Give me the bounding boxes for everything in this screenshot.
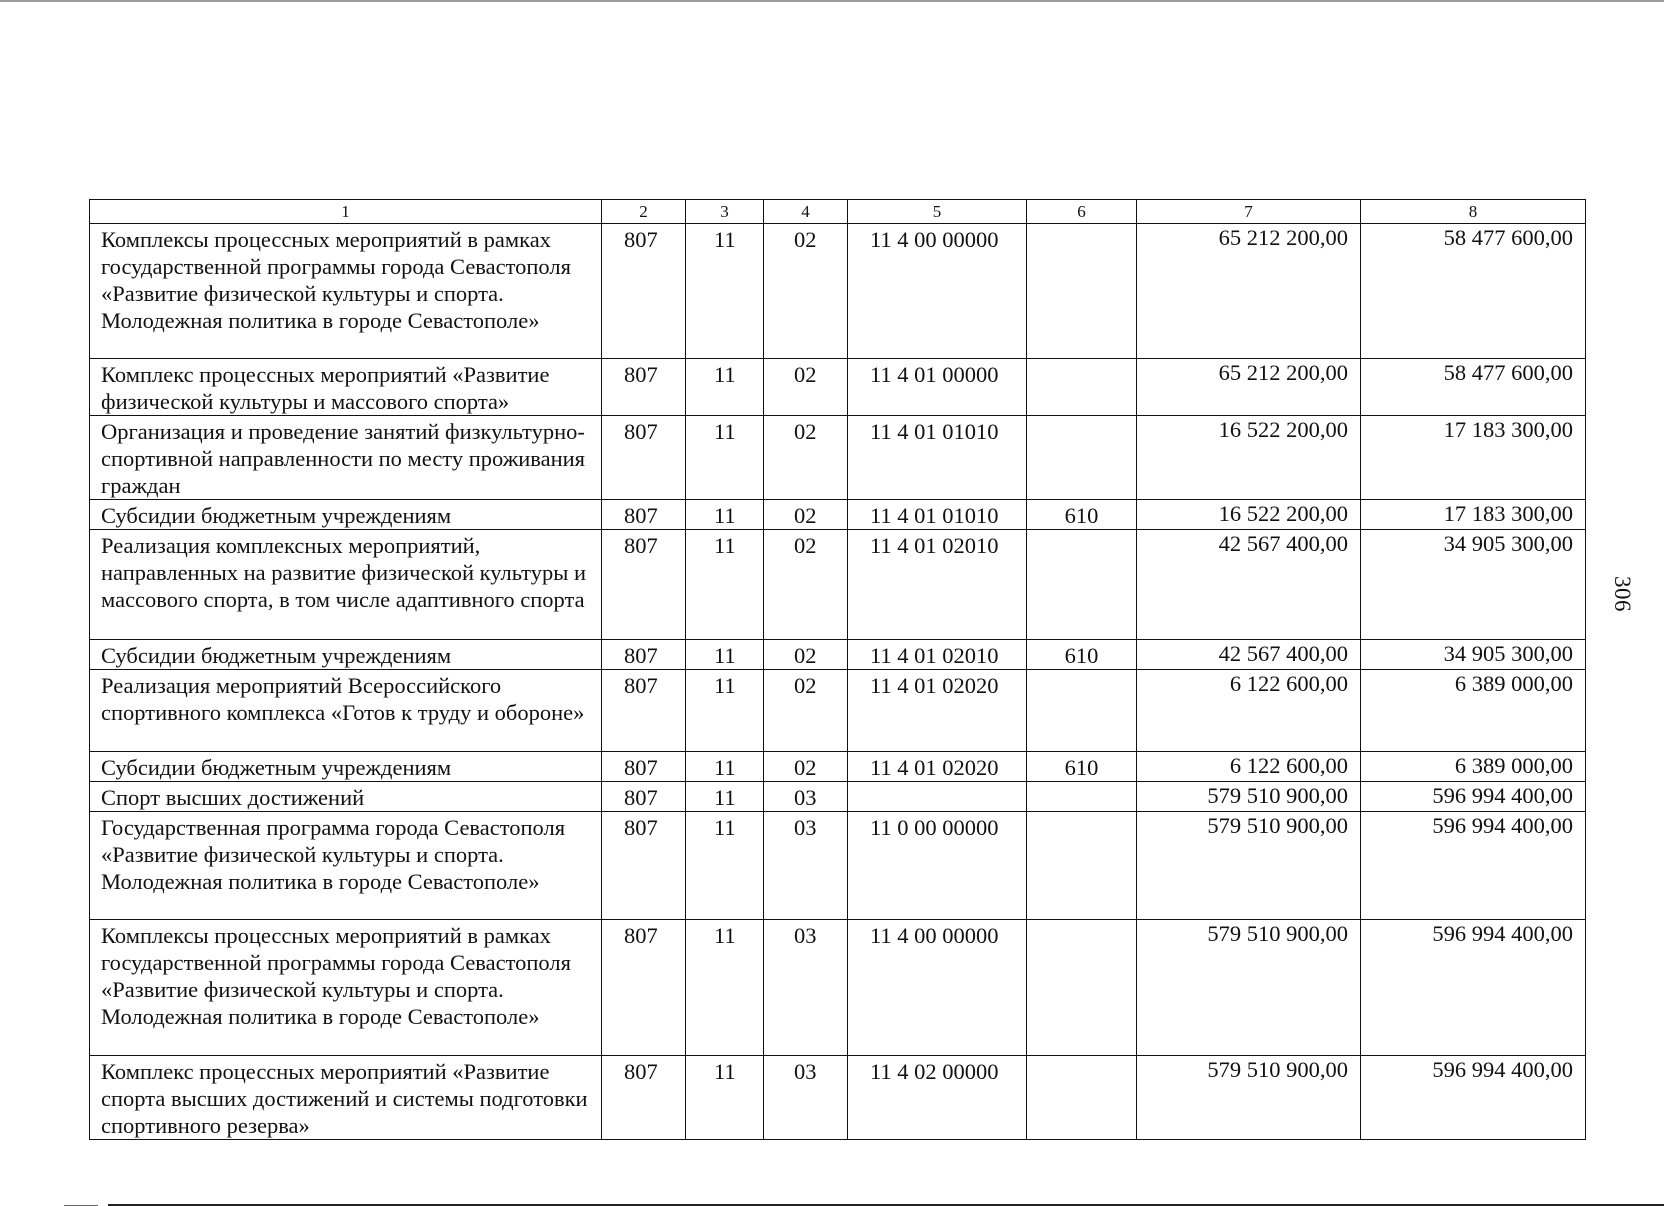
section-code: 11 (686, 782, 764, 812)
section-code: 11 (686, 416, 764, 500)
item-name: Комплекс процессных мероприятий «Развитие спорта высших достижений и системы подготовки спортивного резерва» (90, 1056, 602, 1140)
expense-type: 610 (1027, 752, 1137, 782)
amount-year-2: 17 183 300,00 (1361, 500, 1586, 530)
section-code: 11 (686, 640, 764, 670)
amount-year-1: 579 510 900,00 (1137, 812, 1361, 920)
expense-type (1027, 920, 1137, 1056)
header-cell: 4 (764, 200, 848, 224)
expense-type (1027, 224, 1137, 359)
amount-year-1: 65 212 200,00 (1137, 224, 1361, 359)
amount-year-2: 34 905 300,00 (1361, 530, 1586, 640)
section-code: 11 (686, 530, 764, 640)
subsection-code: 02 (764, 224, 848, 359)
table-row (90, 670, 1586, 752)
amount-year-2: 34 905 300,00 (1361, 640, 1586, 670)
table-row (90, 500, 1586, 530)
table-row (90, 920, 1586, 1056)
subsection-code: 03 (764, 1056, 848, 1140)
amount-year-2: 58 477 600,00 (1361, 224, 1586, 359)
table-row (90, 1056, 1586, 1140)
subsection-code: 03 (764, 812, 848, 920)
amount-year-2: 6 389 000,00 (1361, 670, 1586, 752)
section-code: 11 (686, 812, 764, 920)
item-name: Комплексы процессных мероприятий в рамках государственной программы города Севастополя «Развитие физической культуры и спорта. Молодежная политика в городе Севастополе» (90, 224, 602, 359)
section-code: 11 (686, 500, 764, 530)
page-number: 306 (1610, 576, 1635, 612)
ministry-code: 807 (602, 530, 686, 640)
amount-year-2: 596 994 400,00 (1361, 812, 1586, 920)
amount-year-1: 16 522 200,00 (1137, 500, 1361, 530)
table-row (90, 812, 1586, 920)
item-name: Организация и проведение занятий физкультурно-спортивной направленности по месту проживания граждан (90, 416, 602, 500)
target-code: 11 4 00 00000 (848, 224, 1027, 359)
target-code: 11 4 01 01010 (848, 416, 1027, 500)
amount-year-1: 65 212 200,00 (1137, 359, 1361, 416)
amount-year-1: 6 122 600,00 (1137, 670, 1361, 752)
ministry-code: 807 (602, 359, 686, 416)
expense-type: 610 (1027, 640, 1137, 670)
section-code: 11 (686, 224, 764, 359)
expense-type (1027, 812, 1137, 920)
target-code: 11 0 00 00000 (848, 812, 1027, 920)
target-code: 11 4 01 00000 (848, 359, 1027, 416)
table-row (90, 359, 1586, 416)
header-row (90, 200, 1586, 224)
expense-type: 610 (1027, 500, 1137, 530)
item-name: Комплекс процессных мероприятий «Развитие физической культуры и массового спорта» (90, 359, 602, 416)
target-code: 11 4 01 02020 (848, 670, 1027, 752)
item-name: Реализация комплексных мероприятий, направленных на развитие физической культуры и массового спорта, в том числе адаптивного спорта (90, 530, 602, 640)
section-code: 11 (686, 920, 764, 1056)
expense-type (1027, 1056, 1137, 1140)
ministry-code: 807 (602, 752, 686, 782)
target-code: 11 4 01 02010 (848, 530, 1027, 640)
target-code: 11 4 01 01010 (848, 500, 1027, 530)
header-cell: 7 (1137, 200, 1361, 224)
ministry-code: 807 (602, 500, 686, 530)
ministry-code: 807 (602, 920, 686, 1056)
header-cell: 5 (848, 200, 1027, 224)
ministry-code: 807 (602, 670, 686, 752)
item-name: Субсидии бюджетным учреждениям (90, 640, 602, 670)
amount-year-2: 596 994 400,00 (1361, 782, 1586, 812)
ministry-code: 807 (602, 782, 686, 812)
item-name: Государственная программа города Севастополя «Развитие физической культуры и спорта. Молодежная политика в городе Севастополе» (90, 812, 602, 920)
subsection-code: 03 (764, 920, 848, 1056)
subsection-code: 02 (764, 670, 848, 752)
amount-year-1: 579 510 900,00 (1137, 1056, 1361, 1140)
section-code: 11 (686, 670, 764, 752)
subsection-code: 02 (764, 752, 848, 782)
ministry-code: 807 (602, 640, 686, 670)
amount-year-2: 17 183 300,00 (1361, 416, 1586, 500)
section-code: 11 (686, 752, 764, 782)
expense-type (1027, 416, 1137, 500)
item-name: Субсидии бюджетным учреждениям (90, 500, 602, 530)
amount-year-2: 58 477 600,00 (1361, 359, 1586, 416)
amount-year-2: 596 994 400,00 (1361, 1056, 1586, 1140)
ministry-code: 807 (602, 224, 686, 359)
amount-year-1: 42 567 400,00 (1137, 640, 1361, 670)
target-code: 11 4 02 00000 (848, 1056, 1027, 1140)
subsection-code: 02 (764, 530, 848, 640)
amount-year-1: 579 510 900,00 (1137, 782, 1361, 812)
table-row (90, 782, 1586, 812)
table-row (90, 224, 1586, 359)
subsection-code: 03 (764, 782, 848, 812)
header-cell: 3 (686, 200, 764, 224)
amount-year-1: 42 567 400,00 (1137, 530, 1361, 640)
table-row (90, 752, 1586, 782)
table-row (90, 640, 1586, 670)
subsection-code: 02 (764, 640, 848, 670)
amount-year-2: 596 994 400,00 (1361, 920, 1586, 1056)
amount-year-1: 579 510 900,00 (1137, 920, 1361, 1056)
subsection-code: 02 (764, 359, 848, 416)
amount-year-1: 6 122 600,00 (1137, 752, 1361, 782)
ministry-code: 807 (602, 812, 686, 920)
item-name: Комплексы процессных мероприятий в рамках государственной программы города Севастополя «Развитие физической культуры и спорта. Молодежная политика в городе Севастополе» (90, 920, 602, 1056)
header-cell: 2 (602, 200, 686, 224)
header-cell: 1 (90, 200, 602, 224)
expense-type (1027, 670, 1137, 752)
section-code: 11 (686, 1056, 764, 1140)
item-name: Субсидии бюджетным учреждениям (90, 752, 602, 782)
target-code: 11 4 01 02010 (848, 640, 1027, 670)
expense-type (1027, 359, 1137, 416)
target-code: 11 4 01 02020 (848, 752, 1027, 782)
table-row (90, 530, 1586, 640)
expense-type (1027, 782, 1137, 812)
ministry-code: 807 (602, 416, 686, 500)
item-name: Реализация мероприятий Всероссийского спортивного комплекса «Готов к труду и обороне» (90, 670, 602, 752)
target-code: 11 4 00 00000 (848, 920, 1027, 1056)
header-cell: 6 (1027, 200, 1137, 224)
target-code (848, 782, 1027, 812)
scan-top-edge (0, 0, 1664, 2)
expense-type (1027, 530, 1137, 640)
amount-year-2: 6 389 000,00 (1361, 752, 1586, 782)
section-code: 11 (686, 359, 764, 416)
budget-table (89, 199, 1586, 1140)
subsection-code: 02 (764, 500, 848, 530)
item-name: Спорт высших достижений (90, 782, 602, 812)
table-row (90, 416, 1586, 500)
header-cell: 8 (1361, 200, 1586, 224)
subsection-code: 02 (764, 416, 848, 500)
amount-year-1: 16 522 200,00 (1137, 416, 1361, 500)
ministry-code: 807 (602, 1056, 686, 1140)
